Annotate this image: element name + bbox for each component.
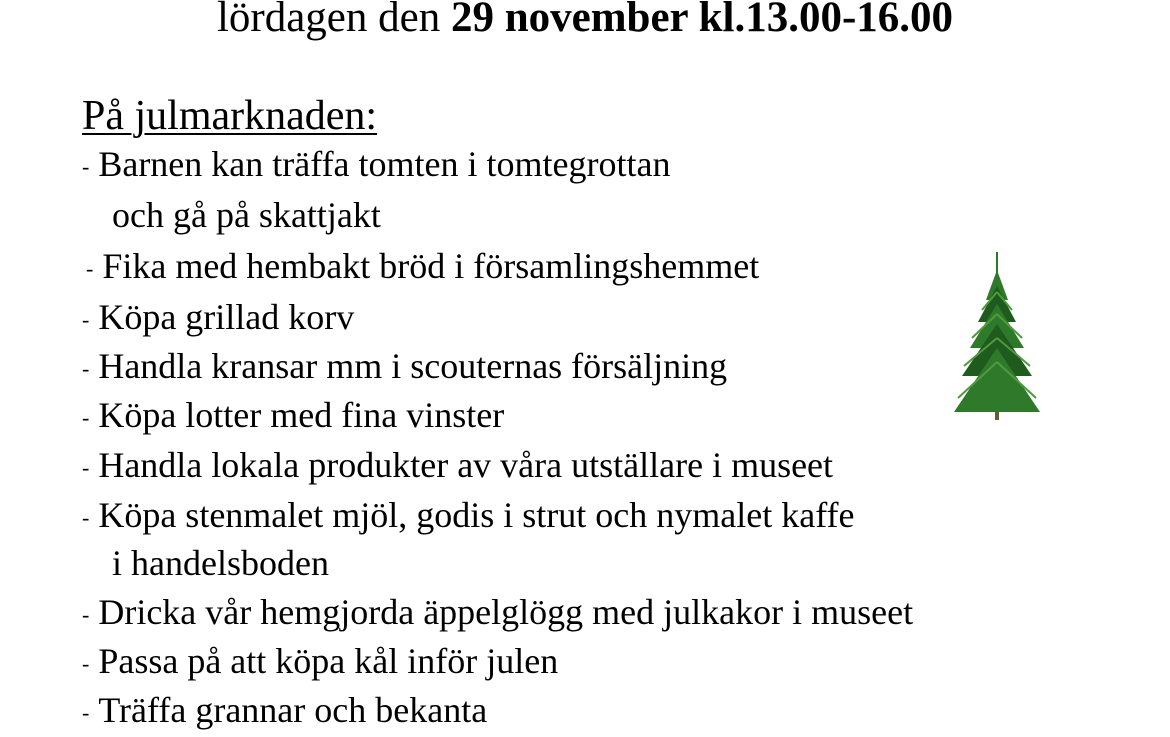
list-item-continuation: i handelsboden [112,543,329,583]
list-item-text: Handla kransar mm i scouternas försäljning [98,346,728,386]
list-item [82,590,913,639]
list-item-text: Handla lokala produkter av våra utställare i museet [98,445,834,485]
list-dash: - [82,455,90,480]
list-item [82,142,670,191]
list-dash: - [82,505,90,530]
list-item-text: Köpa lotter med fina vinster [98,395,505,435]
list-item [82,688,487,737]
list-item [86,244,759,293]
list-dash: - [82,405,90,430]
list-item-text: Fika med hembakt bröd i församlingshemmet [102,246,760,286]
section-heading: På julmarknaden: [82,93,378,139]
list-dash: - [82,356,90,381]
date-prefix: lördagen den [216,0,441,41]
list-dash: - [82,700,90,725]
list-item-text: Träffa grannar och bekanta [98,690,488,730]
list-item-text: Passa på att köpa kål inför julen [98,641,559,681]
list-item [82,295,354,344]
list-dash: - [86,256,94,281]
list-item-text: Köpa grillad korv [98,297,355,337]
list-item [82,639,558,688]
list-dash: - [82,307,90,332]
list-item [82,393,504,442]
list-item-text: Köpa stenmalet mjöl, godis i strut och nymalet kaffe [98,495,855,535]
date-time-bold: 29 november kl.13.00-16.00 [450,0,954,41]
list-dash: - [82,602,90,627]
list-dash: - [82,651,90,676]
list-dash: - [82,154,90,179]
list-item-text: Dricka vår hemgjorda äppelglögg med julkakor i museet [98,592,914,632]
event-date-line [0,0,1170,46]
list-item-text: Barnen kan träffa tomten i tomtegrottan [98,144,671,184]
tree-tier [954,348,1040,412]
list-item-continuation: och gå på skattjakt [112,195,381,235]
christmas-tree-icon [950,252,1044,424]
list-item [82,344,727,393]
list-item [82,443,833,492]
list-item [82,493,855,542]
